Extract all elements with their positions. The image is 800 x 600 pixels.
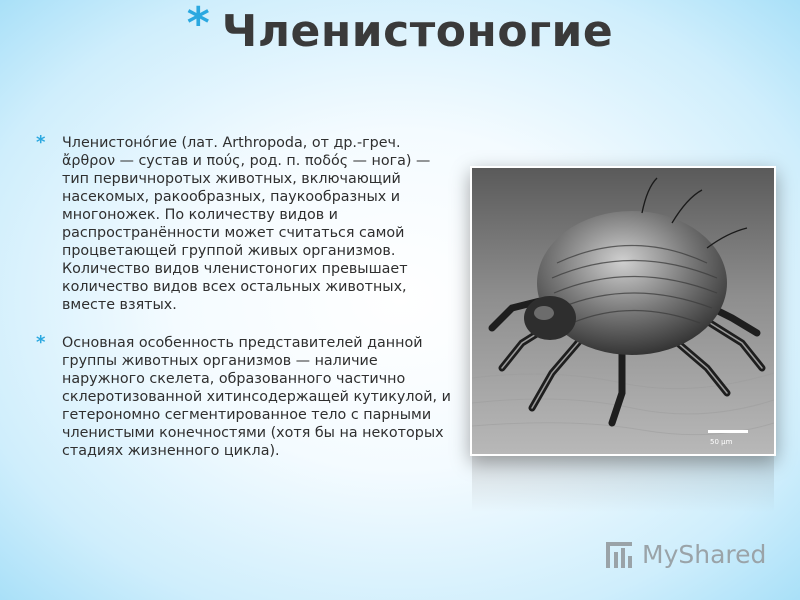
logo-text: MyShared — [642, 539, 767, 569]
bullet-text: Основная особенность представителей данной группы животных организмов — наличие наружного скелета, образованного частично склеротизованной хитинсодержащей кутикулой, и гетерономно сегментированное тело с парными членистыми конечностями (хотя бы на некоторых стадиях жизненного цикла). — [62, 335, 451, 459]
bullet-item — [36, 134, 456, 314]
title-bar — [0, 0, 800, 57]
dust-mite-photo — [470, 166, 776, 456]
scale-label: 50 µm — [710, 438, 733, 446]
bullet-item — [36, 334, 456, 460]
bullet-star-icon: * — [36, 332, 46, 353]
myshared-logo — [604, 536, 784, 572]
photo-reflection — [472, 456, 774, 512]
slide-title: Членистоногие — [221, 6, 614, 57]
title-star-icon: * — [186, 0, 210, 49]
bullet-list — [36, 134, 456, 480]
bar-chart-logo-icon — [604, 538, 638, 570]
bullet-star-icon: * — [36, 132, 46, 153]
bullet-text: Членистоно́гие (лат. Arthropoda, от др.-греч. ἄρθρον — сустав и πούς, род. п. ποδός — нога) — тип первичноротых животных, включающий насекомых, ракообразных, паукообразных и многоножек. По количеству видов и распространённости может считаться самой процветающей группой живых организмов. Количество видов членистоногих превышает количество видов всех остальных животных, вместе взятых. — [62, 135, 431, 313]
dust-mite-micrograph-icon — [472, 168, 774, 454]
